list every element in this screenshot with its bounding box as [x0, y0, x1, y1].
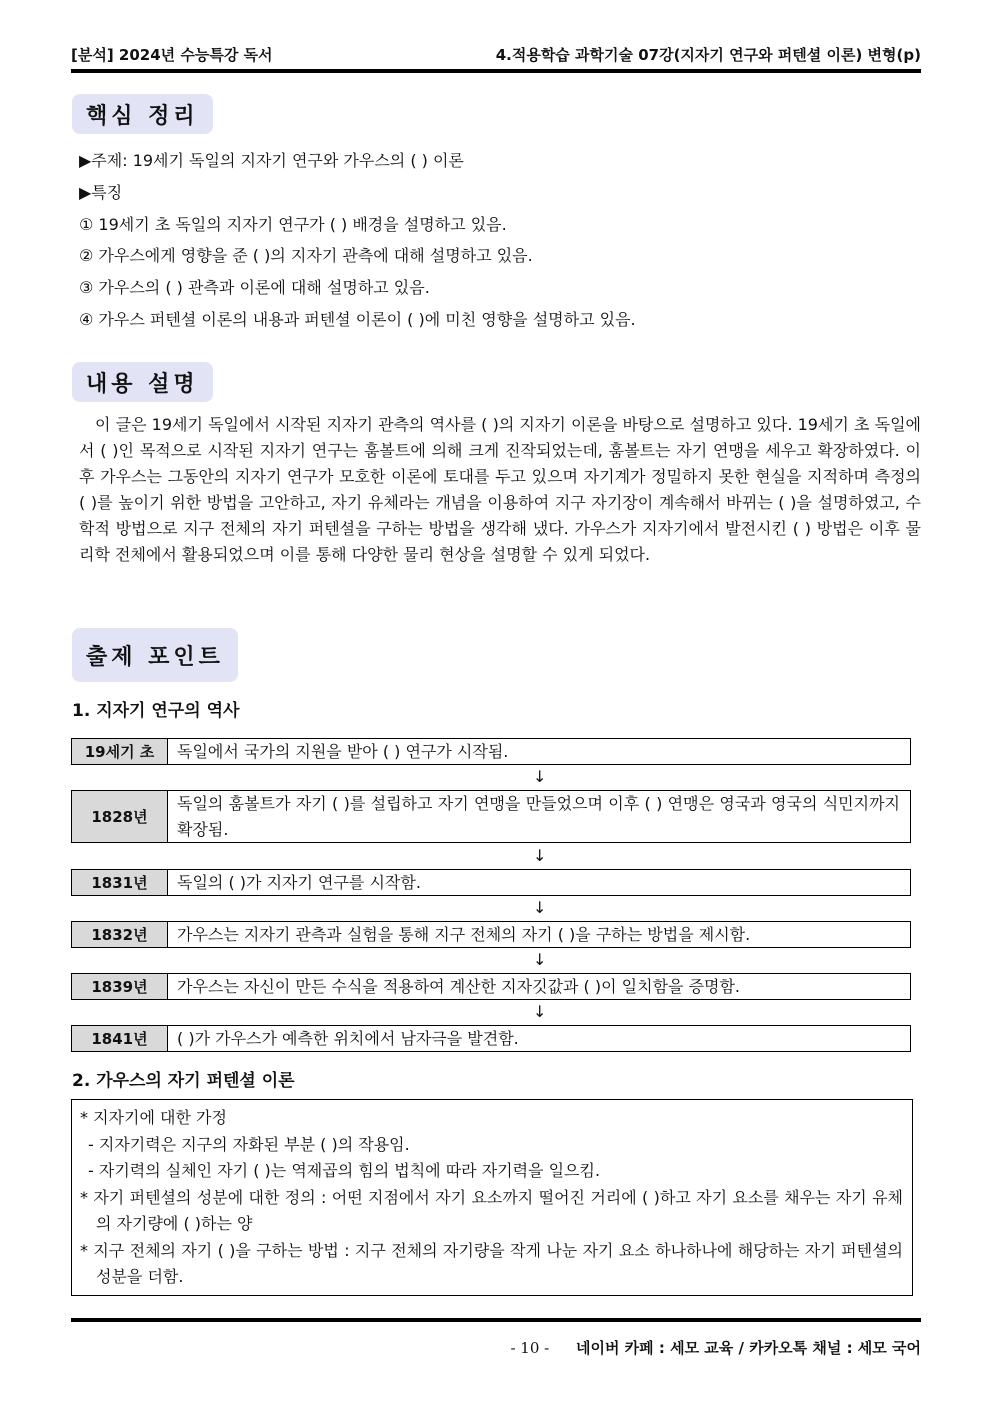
core-topic: ▶주제: 19세기 독일의 지자기 연구와 가우스의 ( ) 이론: [79, 151, 464, 170]
history-desc: 독일에서 국가의 지원을 받아 ( ) 연구가 시작됨.: [177, 741, 509, 761]
history-desc: 독일의 훔볼트가 자기 ( )를 설립하고 자기 연맹을 만들었으며 이후 ( ) 연맹은 영국과 영국의 식민지까지 확장됨.: [177, 793, 900, 839]
history-row: [71, 790, 911, 843]
history-desc: 독일의 ( )가 지자기 연구를 시작함.: [177, 872, 421, 892]
explain-paragraph: 이 글은 19세기 독일에서 시작된 지자기 관측의 역사를 ( )의 지자기 이론을 바탕으로 설명하고 있다. 19세기 초 독일에서 ( )인 목적으로 시작된 지자기 연구는 훔볼트에 의해 크게 진작되었는데, 훔볼트는 자기 연맹을 세우고 확장하였다. 이후 가우스는 그동안의 지자기 연구가 모호한 이론에 토대를 두고 있으며 자기계가 정밀하지 못한 현실을 지적하며 측정의 ( )를 높이기 위한 방법을 고안하고, 자기 유체라는 개념을 이용하여 지구 자기장이 계속해서 바뀌는 ( )을 설명하였고, 수학적 방법으로 지구 전체의 자기 퍼텐셜을 구하는 방법을 생각해 냈다. 가우스가 지자기에서 발전시킨 ( ) 방법은 이후 물리학 전체에서 활용되었으며 이를 통해 다양한 물리 현상을 설명할 수 있게 되었다.: [79, 415, 921, 564]
core-item-2: ② 가우스에게 영향을 준 ( )의 지자기 관측에 대해 설명하고 있음.: [79, 246, 533, 265]
theory-line: * 지구 전체의 자기 ( )을 구하는 방법 : 지구 전체의 자기량을 작게 나눈 자기 요소 하나하나에 해당하는 자기 퍼텐셜의 성분을 더함.: [80, 1240, 903, 1286]
core-item-1: ① 19세기 초 독일의 지자기 연구가 ( ) 배경을 설명하고 있음.: [79, 215, 507, 234]
arrow-down-icon: ↓: [533, 767, 547, 786]
theory-box: [71, 1099, 913, 1296]
header-left: [분석] 2024년 수능특강 독서: [71, 46, 273, 64]
history-row: [71, 973, 911, 1000]
theory-line: * 지자기에 대한 가정: [80, 1108, 227, 1127]
history-title: 1. 지자기 연구의 역사: [72, 701, 240, 721]
history-desc: ( )가 가우스가 예측한 위치에서 남자극을 발견함.: [177, 1028, 519, 1048]
page-footer: [510, 1337, 921, 1358]
theory-title: 2. 가우스의 자기 퍼텐셜 이론: [72, 1071, 295, 1091]
history-desc: 가우스는 자신이 만든 수식을 적용하여 계산한 지자깃값과 ( )이 일치함을 증명함.: [177, 976, 741, 996]
arrow-down-icon: ↓: [533, 846, 547, 865]
history-year: 1841년: [72, 1026, 168, 1051]
footer-rule: [71, 1318, 921, 1322]
history-row: [71, 869, 911, 896]
theory-line: - 자기력의 실체인 자기 ( )는 역제곱의 힘의 법칙에 따라 자기력을 일으킴.: [88, 1161, 601, 1180]
history-year: 1831년: [72, 870, 168, 895]
core-item-3: ③ 가우스의 ( ) 관측과 이론에 대해 설명하고 있음.: [79, 278, 430, 297]
history-row: [71, 921, 911, 948]
history-desc: 가우스는 지자기 관측과 실험을 통해 지구 전체의 자기 ( )을 구하는 방법을 제시함.: [177, 924, 751, 944]
footer-channel: 네이버 카페 : 세모 교육 / 카카오톡 채널 : 세모 국어: [575, 1339, 921, 1357]
core-title: 핵심 정리: [72, 94, 213, 134]
theory-line: - 지자기력은 지구의 자화된 부분 ( )의 작용임.: [88, 1134, 410, 1154]
core-item-4: ④ 가우스 퍼텐셜 이론의 내용과 퍼텐셜 이론이 ( )에 미친 영향을 설명하고 있음.: [79, 310, 636, 329]
page-number: - 10 -: [510, 1339, 550, 1357]
header-right: 4.적용학습 과학기술 07강(지자기 연구와 퍼텐셜 이론) 변형(p): [495, 46, 921, 64]
history-year: 1828년: [72, 791, 168, 842]
points-title: 출제 포인트: [72, 628, 238, 682]
arrow-down-icon: ↓: [533, 898, 547, 917]
page-header: [71, 44, 921, 66]
explain-title: 내용 설명: [72, 362, 213, 402]
core-features-label: ▶특징: [79, 183, 123, 202]
history-year: 1832년: [72, 922, 168, 947]
history-row: [71, 738, 911, 765]
history-year: 19세기 초: [72, 739, 168, 764]
arrow-down-icon: ↓: [533, 950, 547, 969]
theory-line: * 자기 퍼텐셜의 성분에 대한 정의 : 어떤 지점에서 자기 요소까지 떨어진 거리에 ( )하고 자기 요소를 채우는 자기 유체의 자기량에 ( )하는 양: [80, 1187, 903, 1233]
header-rule: [71, 69, 921, 73]
arrow-down-icon: ↓: [533, 1002, 547, 1021]
history-row: [71, 1025, 911, 1052]
history-year: 1839년: [72, 974, 168, 999]
